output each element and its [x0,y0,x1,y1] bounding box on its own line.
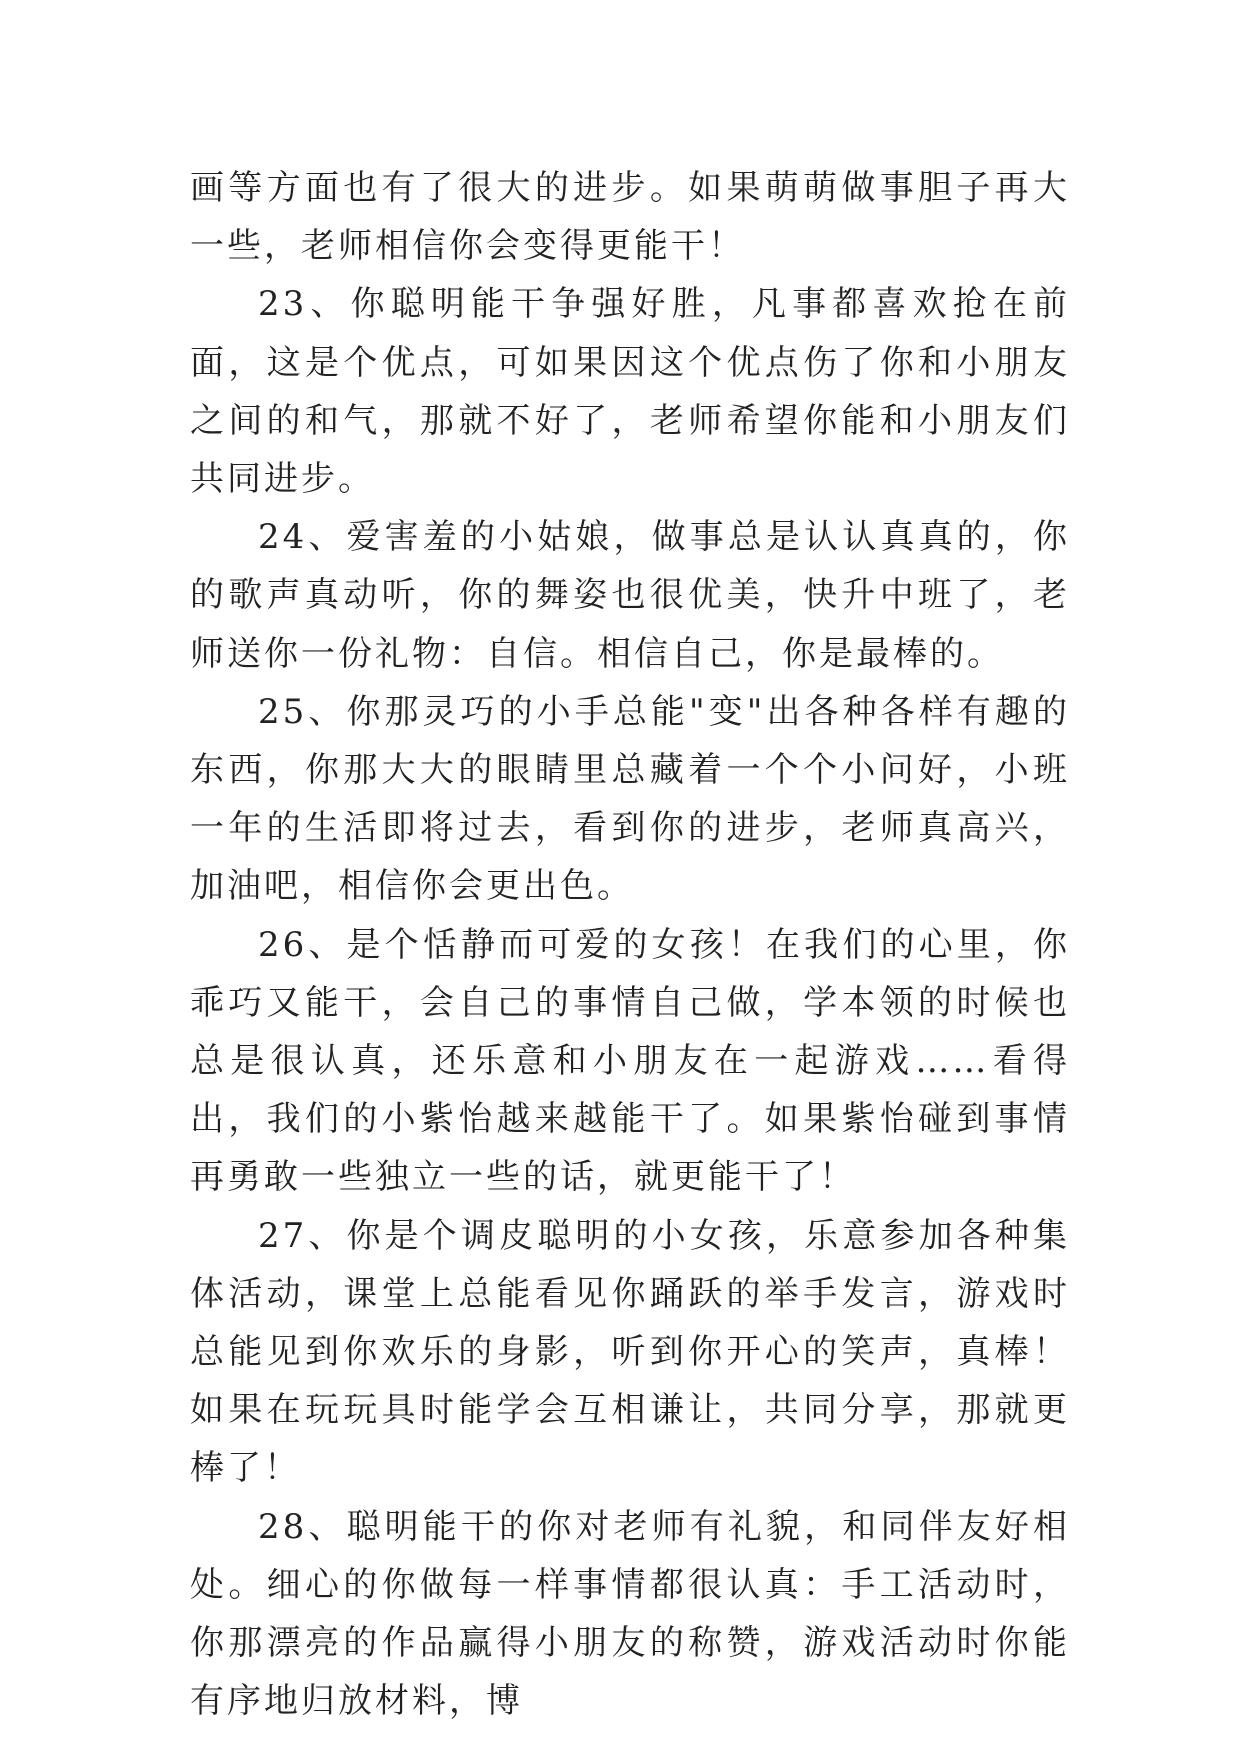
document-body [190,159,1070,1730]
paragraph-26: 26、是个恬静而可爱的女孩！在我们的心里，你乖巧又能干，会自己的事情自己做，学本领的时候也总是很认真，还乐意和小朋友在一起游戏……看得出，我们的小紫怡越来越能干了。如果紫怡碰到事情再勇敢一些独立一些的话，就更能干了！ [190,924,1070,1198]
paragraph-27: 27、你是个调皮聪明的小女孩，乐意参加各种集体活动，课堂上总能看见你踊跃的举手发言，游戏时总能见到你欢乐的身影，听到你开心的笑声，真棒！如果在玩玩具时能学会互相谦让，共同分享，那就更棒了！ [190,1215,1070,1489]
paragraph-25: 25、你那灵巧的小手总能"变"出各种各样有趣的东西，你那大大的眼睛里总藏着一个个小问好，小班一年的生活即将过去，看到你的进步，老师真高兴，加油吧，相信你会更出色。 [190,691,1070,907]
paragraph-28: 28、聪明能干的你对老师有礼貌，和同伴友好相处。细心的你做每一样事情都很认真：手工活动时，你那漂亮的作品赢得小朋友的称赞，游戏活动时你能有序地归放材料，博 [190,1506,1070,1722]
paragraph-continued: 画等方面也有了很大的进步。如果萌萌做事胆子再大一些，老师相信你会变得更能干！ [190,168,1070,267]
paragraph-23: 23、你聪明能干争强好胜，凡事都喜欢抢在前面，这是个优点，可如果因这个优点伤了你和小朋友之间的和气，那就不好了，老师希望你能和小朋友们共同进步。 [190,284,1070,500]
paragraph-24: 24、爱害羞的小姑娘，做事总是认认真真的，你的歌声真动听，你的舞姿也很优美，快升中班了，老师送你一份礼物：自信。相信自己，你是最棒的。 [190,517,1070,674]
